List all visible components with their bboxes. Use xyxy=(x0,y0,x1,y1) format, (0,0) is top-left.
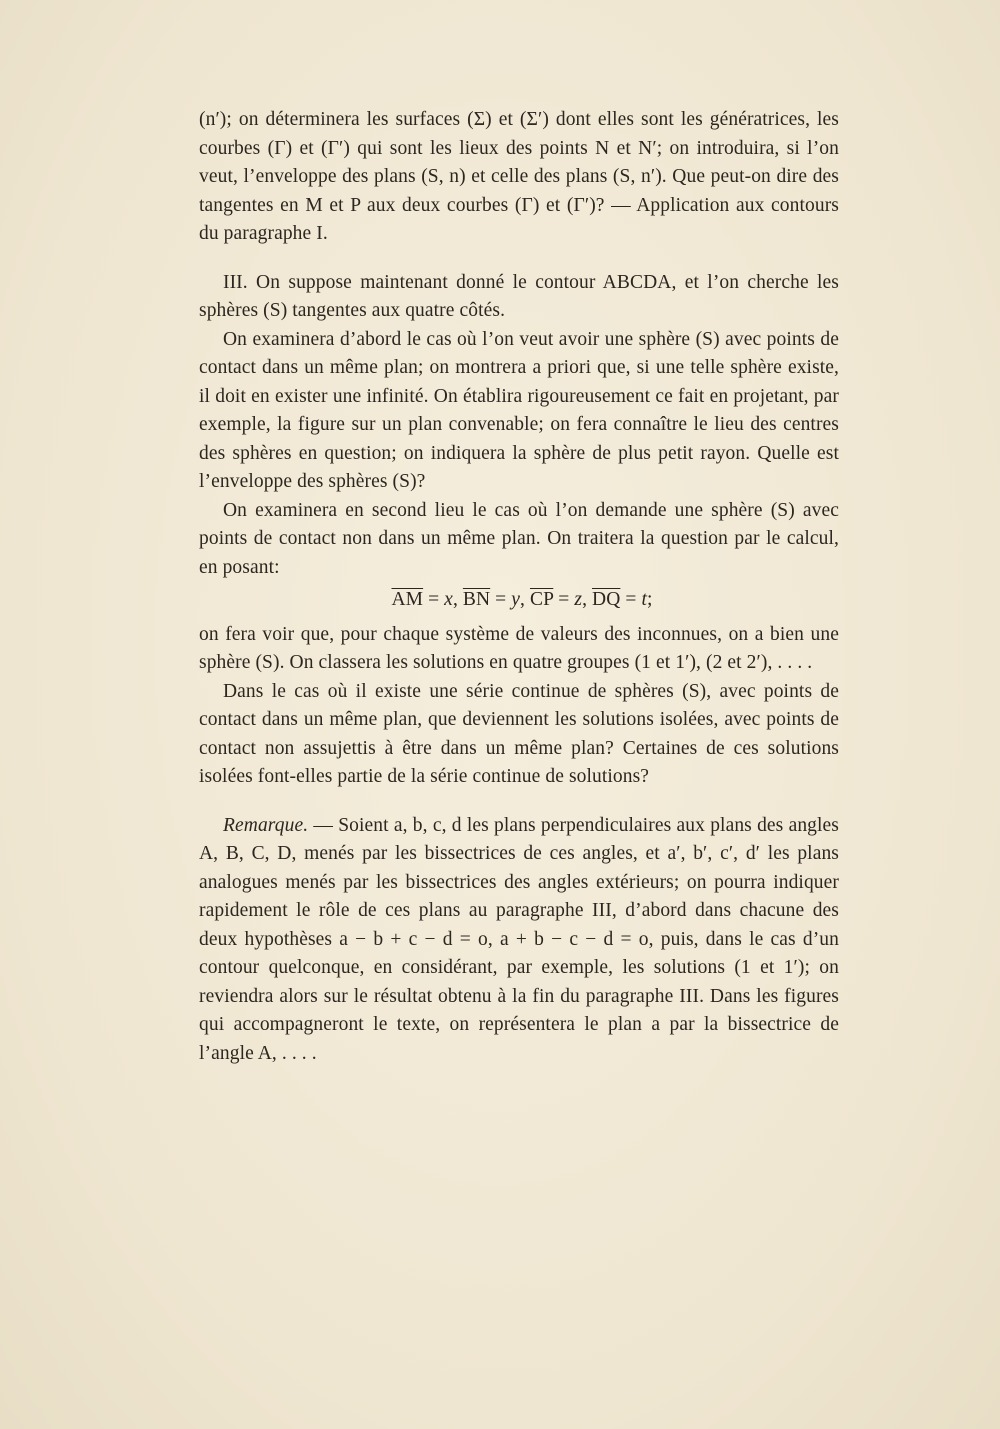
formula-equals: = xyxy=(553,589,575,610)
paragraph-first-case: On examinera d’abord le cas où l’on veut avoir une sphère (S) avec points de contact dans un même plan; on montrera a priori que, si une telle sphère existe, il doit en exister une infinité. On établira rigoureusement ce fait en projetant, par exemple, la figure sur un plan convenable; on fera connaître le lieu des centres des sphères en question; on indiquera la sphère de plus petit rayon. Quelle est l’enveloppe des sphères (S)? xyxy=(199,328,839,492)
formula-var-y: y xyxy=(511,589,521,610)
formula-equals: = xyxy=(423,589,445,610)
remarque-text: — Soient a, b, c, d les plans perpendiculaires aux plans des angles A, B, C, D, menés par les bissectrices de ces angles, et a′, b′, c′, d′ les plans analogues menés par les bissectrices des angles extérieurs; on pourra indiquer rapidement le rôle de ces plans au paragraphe III, d’abord dans chacune des deux hypothèses a − b + c − d = o, a + b − c − d = o, puis, dans le cas d’un contour quelconque, en considérant, par exemple, les solutions (1 et 1′); on reviendra alors sur le résultat obtenu à la fin du paragraphe III. Dans les figures qui accompagneront le texte, on représentera le plan a par la bissectrice de l’angle A, . . . . xyxy=(199,814,839,1064)
paragraph-continuous-series: Dans le cas où il existe une série continue de sphères (S), avec points de contact dans un même plan, que deviennent les solutions isolées, avec points de contact non assujettis à être dans un même plan? Certaines de ces solutions isolées font-elles partie de la série continue de solutions? xyxy=(199,680,839,787)
formula-segment-cp: $\overline{CP}$ xyxy=(529,589,554,610)
formula-var-t: t xyxy=(641,589,647,610)
paragraph-second-case: On examinera en second lieu le cas où l’on demande une sphère (S) avec points de contact non dans un même plan. On traitera la question par le calcul, en posant: xyxy=(199,499,839,578)
formula-separator: , xyxy=(520,589,530,610)
paragraph-remarque xyxy=(199,812,839,1069)
document-body xyxy=(199,106,839,1068)
formula-var-z: z xyxy=(574,589,583,610)
paragraph-intro-continued: (n′); on déterminera les surfaces (Σ) et (Σ′) dont elles sont les génératrices, les courbes (Γ) et (Γ′) qui sont les lieux des points N et N′; on introduira, si l’on veut, l’enveloppe des plans (S, n) et celle des plans (S, n′). Que peut-on dire des tangentes en M et P aux deux courbes (Γ) et (Γ′)? — Application aux contours du paragraphe I. xyxy=(199,109,839,244)
remarque-lead: Remarque. xyxy=(223,814,309,836)
formula-var-x: x xyxy=(444,589,453,610)
formula-separator: , xyxy=(582,589,593,610)
section-gap xyxy=(199,249,839,269)
paragraph-after-formula: on fera voir que, pour chaque système de valeurs des inconnues, on a bien une sphère (S). On classera les solutions en quatre groupes (1 et 1′), (2 et 2′), . . . . xyxy=(199,623,839,673)
formula-line xyxy=(199,586,839,615)
formula-end: ; xyxy=(646,589,653,610)
formula-separator: , xyxy=(452,589,463,610)
paragraph-section-iii: III. On suppose maintenant donné le contour ABCDA, et l’on cherche les sphères (S) tangentes aux quatre côtés. xyxy=(199,271,839,321)
formula-segment-bn: $\overline{BN}$ xyxy=(462,589,491,610)
section-gap xyxy=(199,792,839,812)
formula-segment-dq: $\overline{DQ}$ xyxy=(592,589,621,610)
formula-equals: = xyxy=(490,589,512,610)
formula-equals: = xyxy=(620,589,642,610)
formula-segment-am: $\overline{AM}$ xyxy=(391,589,424,610)
